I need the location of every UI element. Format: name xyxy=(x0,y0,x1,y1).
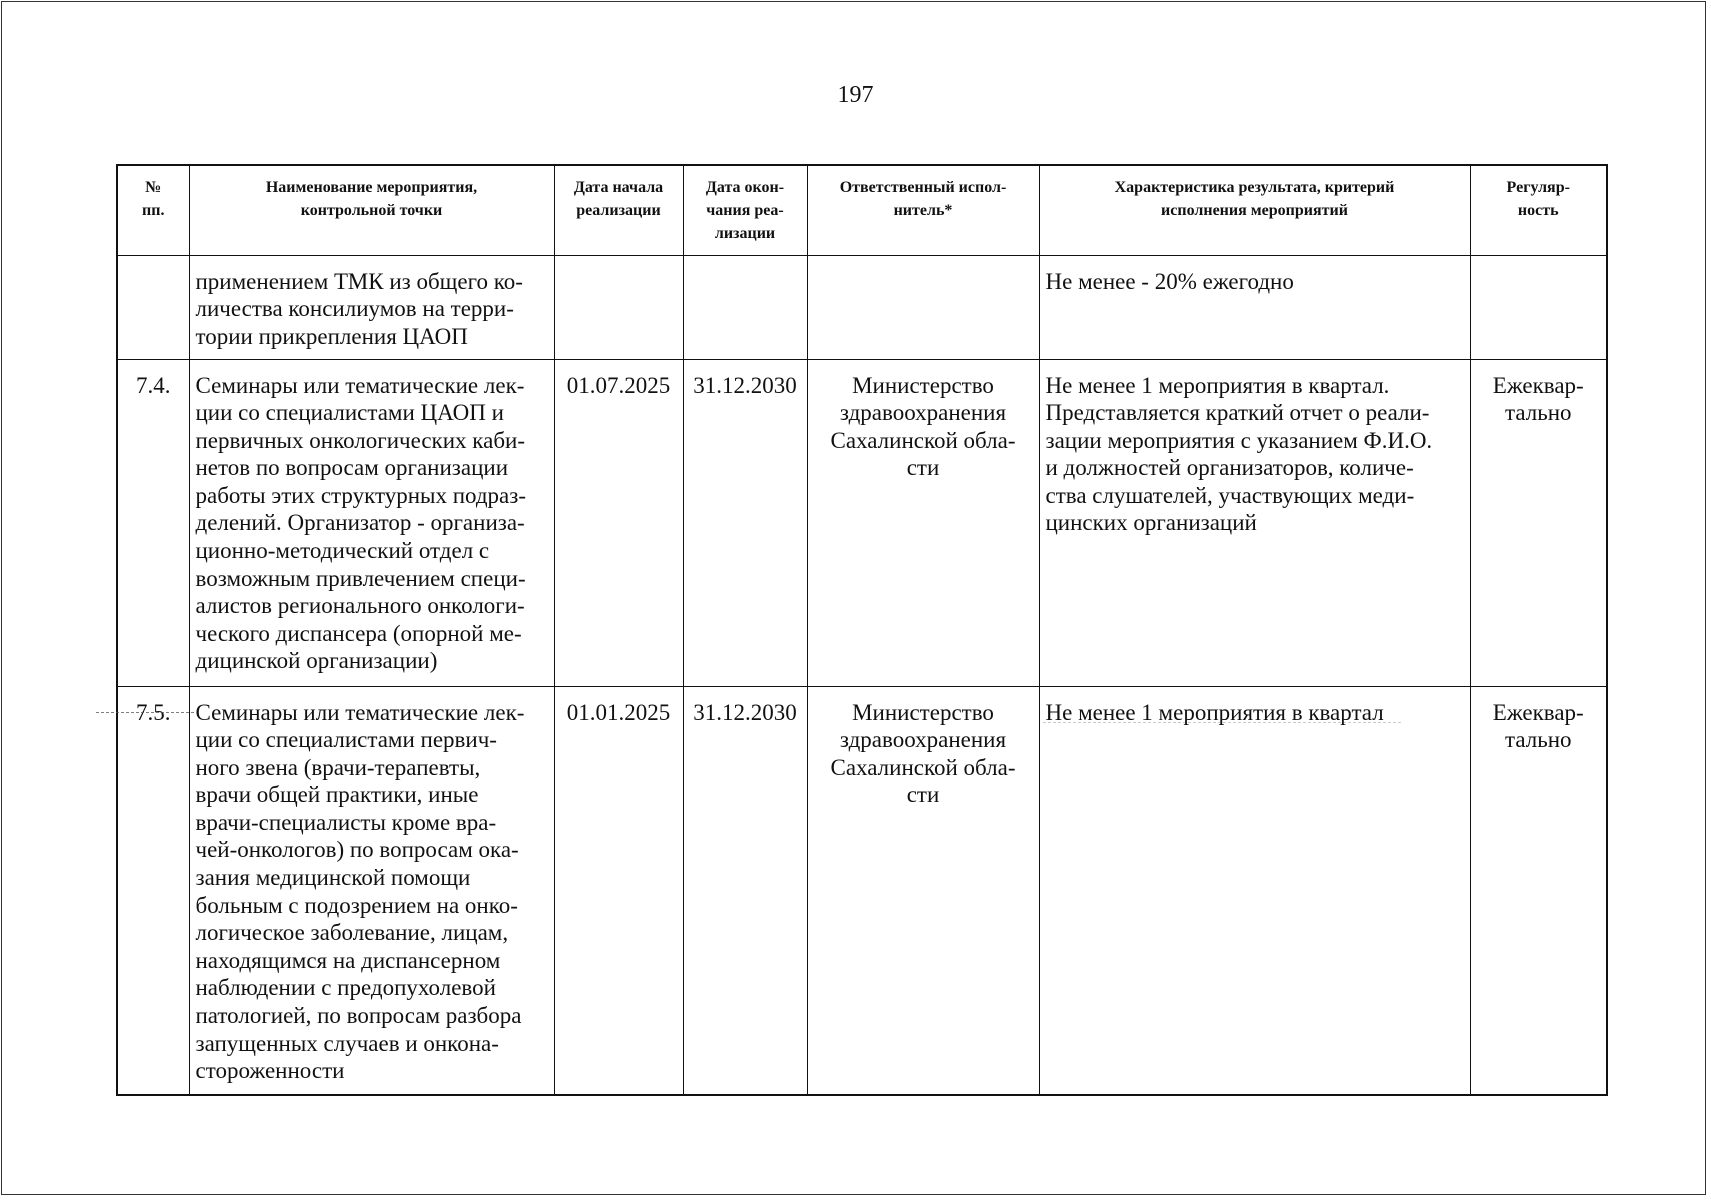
start-date: 01.01.2025 xyxy=(554,686,683,1095)
table-row xyxy=(117,359,1607,686)
table-header-row xyxy=(117,165,1607,255)
event-name: Семинары или тематические лек- ции со специалистами ЦАОП и первичных онкологических каби- нетов по вопросам организации работы этих структурных подраз- делений. Организатор - организа- ционно-методический отдел с возможным привлечением специ- алистов регионального онкологи- ческого диспансера (опорной ме- дицинской организации) xyxy=(189,359,554,686)
row-number: 7.5. xyxy=(117,686,189,1095)
page-number: 197 xyxy=(837,82,874,108)
start-date xyxy=(554,255,683,359)
header-start-date: Дата начала реализации xyxy=(554,165,683,255)
event-name: применением ТМК из общего ко- личества консилиумов на терри- тории прикрепления ЦАОП xyxy=(189,255,554,359)
header-result-criteria: Характеристика результата, критерий исполнения мероприятий xyxy=(1039,165,1470,255)
header-regularity: Регуляр- ность xyxy=(1470,165,1607,255)
table-row xyxy=(117,686,1607,1095)
responsible-executor xyxy=(807,255,1039,359)
header-end-date: Дата окон- чания реа- лизации xyxy=(683,165,807,255)
row-number xyxy=(117,255,189,359)
responsible-executor: Министерство здравоохранения Сахалинской обла- сти xyxy=(807,686,1039,1095)
header-event-name: Наименование мероприятия, контрольной точки xyxy=(189,165,554,255)
header-number: № пп. xyxy=(117,165,189,255)
end-date: 31.12.2030 xyxy=(683,359,807,686)
header-responsible: Ответственный испол- нитель* xyxy=(807,165,1039,255)
end-date: 31.12.2030 xyxy=(683,686,807,1095)
responsible-executor: Министерство здравоохранения Сахалинской обла- сти xyxy=(807,359,1039,686)
end-date xyxy=(683,255,807,359)
events-table xyxy=(116,164,1608,1096)
result-criteria: Не менее 1 мероприятия в квартал. Представляется краткий отчет о реали- зации мероприятия с указанием Ф.И.О. и должностей организаторов, количе- ства слушателей, участвующих меди- цинских организаций xyxy=(1039,359,1470,686)
table-row xyxy=(117,255,1607,359)
start-date: 01.07.2025 xyxy=(554,359,683,686)
regularity: Ежеквар- тально xyxy=(1470,359,1607,686)
result-criteria: Не менее 1 мероприятия в квартал xyxy=(1039,686,1470,1095)
regularity xyxy=(1470,255,1607,359)
regularity: Ежеквар- тально xyxy=(1470,686,1607,1095)
row-number: 7.4. xyxy=(117,359,189,686)
result-criteria: Не менее - 20% ежегодно xyxy=(1039,255,1470,359)
event-name: Семинары или тематические лек- ции со специалистами первич- ного звена (врачи-терапевты, врачи общей практики, иные врачи-специалисты кроме вра- чей-онкологов) по вопросам ока- зания медицинской помощи больным с подозрением на онко- логическое заболевание, лицам, находящимся на диспансерном наблюдении с предопухолевой патологией, по вопросам разбора запущенных случаев и онкона- стороженности xyxy=(189,686,554,1095)
